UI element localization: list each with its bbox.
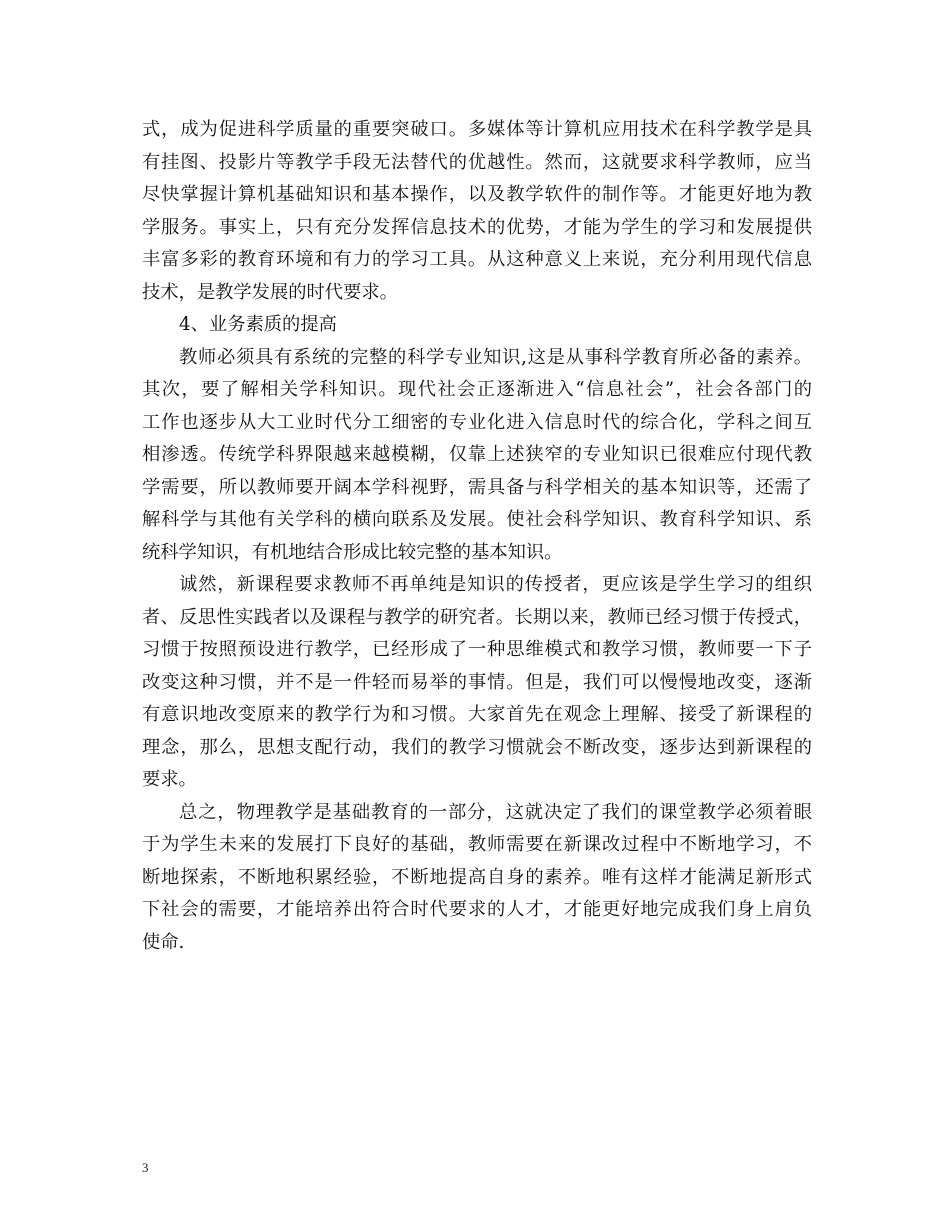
text-line: 要求。 xyxy=(142,769,197,790)
body-text xyxy=(142,114,812,959)
text-line: 总之，物理教学是基础教育的一部分，这就决定了我们的课堂教学必须着眼 xyxy=(179,801,812,823)
text-line: 工作也逐步从大工业时代分工细密的专业化进入信息时代的综合化，学科之间互 xyxy=(142,411,812,433)
text-line: 有挂图、投影片等教学手段无法替代的优越性。然而，这就要求科学教师，应当 xyxy=(142,151,812,173)
text-line: 尽快掌握计算机基础知识和基本操作，以及教学软件的制作等。才能更好地为教 xyxy=(142,184,812,205)
text-line: 有意识地改变原来的教学行为和习惯。大家首先在观念上理解、接受了新课程的 xyxy=(142,704,812,725)
text-line: 下社会的需要，才能培养出符合时代要求的人才，才能更好地完成我们身上肩负 xyxy=(142,899,812,920)
text-line: 者、反思性实践者以及课程与教学的研究者。长期以来，教师已经习惯于传授式， xyxy=(142,606,812,628)
text-line: 断地探索，不断地积累经验，不断地提高自身的素养。唯有这样才能满足新形式 xyxy=(142,866,812,888)
text-line: 其次，要了解相关学科知识。现代社会正逐渐进入“信息社会”，社会各部门的 xyxy=(142,379,812,400)
text-line: 理念，那么，思想支配行动，我们的教学习惯就会不断改变，逐步达到新课程的 xyxy=(142,736,812,758)
text-line: 学服务。事实上，只有充分发挥信息技术的优势，才能为学生的学习和发展提供 xyxy=(142,216,812,238)
text-line: 统科学知识，有机地结合形成比较完整的基本知识。 xyxy=(142,541,563,563)
text-line: 相渗透。传统学科界限越来越模糊，仅靠上述狭窄的专业知识已很难应付现代教 xyxy=(142,444,812,465)
text-line: 教师必须具有系统的完整的科学专业知识,这是从事科学教育所必备的素养。 xyxy=(179,346,812,368)
text-line: 使命. xyxy=(142,931,185,953)
text-line: 技术，是教学发展的时代要求。 xyxy=(142,281,398,303)
text-line: 改变这种习惯，并不是一件轻而易举的事情。但是，我们可以慢慢地改变，逐渐 xyxy=(142,671,812,693)
page-number: 3 xyxy=(142,1160,149,1175)
text-line: 习惯于按照预设进行教学，已经形成了一种思维模式和教学习惯，教师要一下子 xyxy=(142,639,812,660)
text-line: 诚然，新课程要求教师不再单纯是知识的传授者，更应该是学生学习的组织 xyxy=(179,574,812,595)
text-line: 丰富多彩的教育环境和有力的学习工具。从这种意义上来说，充分利用现代信息 xyxy=(142,249,812,270)
text-line: 解科学与其他有关学科的横向联系及发展。使社会科学知识、教育科学知识、系 xyxy=(142,509,812,530)
text-line: 于为学生未来的发展打下良好的基础，教师需要在新课改过程中不断地学习，不 xyxy=(142,834,812,855)
text-line: 学需要，所以教师要开阔本学科视野，需具备与科学相关的基本知识等，还需了 xyxy=(142,476,812,498)
text-line: 4、业务素质的提高 xyxy=(179,314,337,335)
text-line: 式，成为促进科学质量的重要突破口。多媒体等计算机应用技术在科学教学是具 xyxy=(142,119,812,140)
